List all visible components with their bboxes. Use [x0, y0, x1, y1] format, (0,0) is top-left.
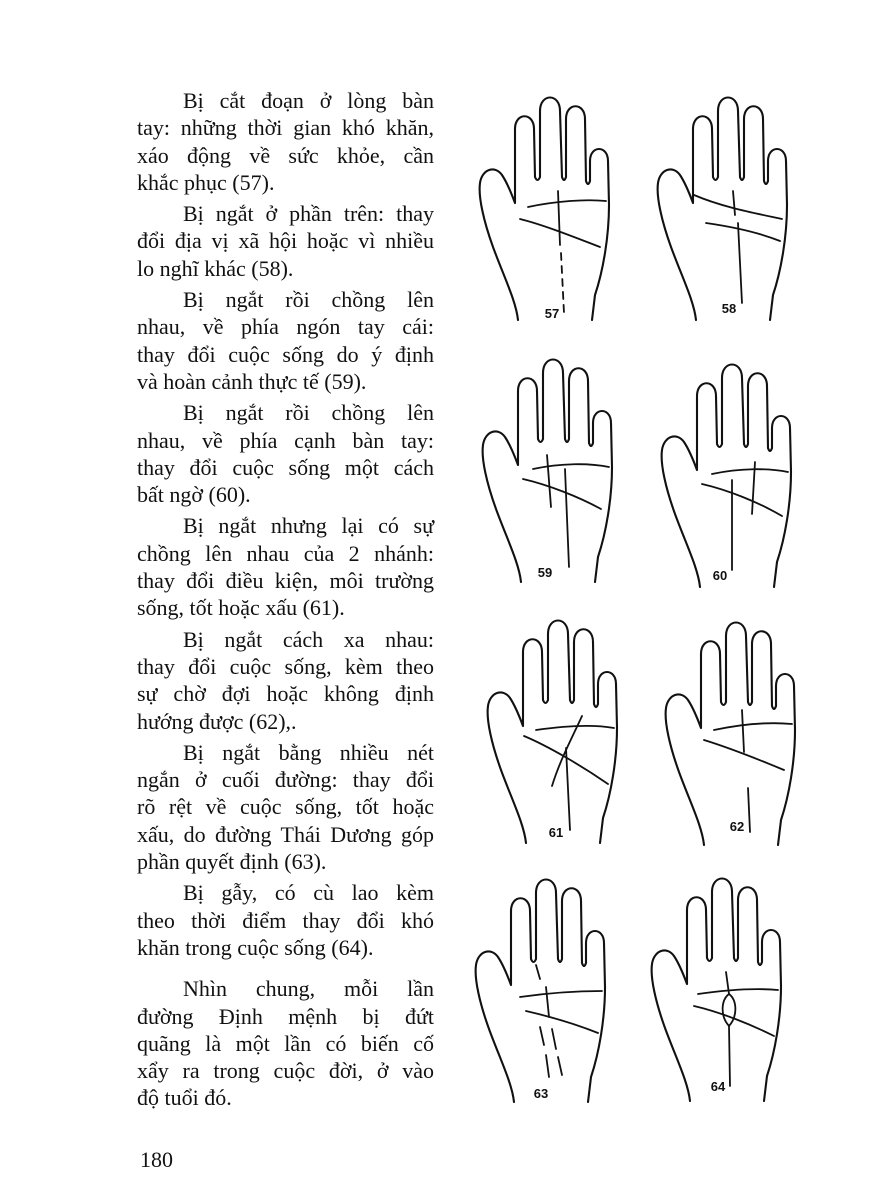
hand-outline: [662, 365, 791, 588]
text-line: rõ rệt về cuộc sống, tốt hoặc: [137, 794, 434, 820]
text-line: lo nghĩ khác (58).: [137, 255, 294, 281]
figure-label-62: 62: [729, 819, 745, 834]
text-line: Bị ngắt cách xa nhau:: [183, 626, 434, 652]
fate-line-broken: [561, 253, 564, 313]
palm-figures: [460, 80, 860, 1120]
text-column: [137, 87, 434, 1112]
sun-line-mark: [536, 965, 540, 979]
paragraph: [137, 975, 434, 1111]
heart-line: [533, 464, 609, 469]
paragraph: [137, 512, 434, 621]
fate-line-stroke: [546, 1055, 549, 1077]
figure-label-61: 61: [548, 825, 564, 840]
text-line: và hoàn cảnh thực tế (59).: [137, 368, 367, 394]
fate-line-stroke: [552, 1029, 556, 1049]
head-line: [523, 479, 601, 509]
heart-line: [528, 200, 606, 207]
text-line: khắc phục (57).: [137, 169, 275, 195]
heart-line: [520, 991, 602, 997]
text-line: phần quyết định (63).: [137, 849, 327, 875]
heart-line: [698, 989, 778, 994]
figure-label-58: 58: [721, 301, 737, 316]
text-line: quãng là một lần có biến cố: [137, 1030, 434, 1056]
text-line: Bị gẫy, có cù lao kèm: [183, 880, 434, 906]
text-line: xẩy ra trong cuộc đời, ở vào: [137, 1058, 434, 1084]
heart-line: [712, 469, 788, 474]
heart-line: [706, 223, 780, 241]
text-line: bất ngờ (60).: [137, 482, 251, 508]
text-line: sự chờ đợi hoặc không định: [137, 681, 434, 707]
text-line: Bị ngắt bằng nhiều nét: [183, 739, 434, 765]
paragraph: [137, 87, 434, 196]
hand-outline: [666, 623, 795, 846]
fate-line-lower: [729, 1026, 730, 1086]
fate-line-stroke: [558, 1057, 562, 1075]
hand-figure-59: [483, 360, 612, 583]
hand-figure-58: [658, 98, 787, 321]
text-line: đường Định mệnh bị đứt: [137, 1003, 434, 1029]
head-line: [526, 1011, 598, 1033]
fate-line-stroke: [540, 1027, 544, 1045]
hand-figure-57: [480, 98, 609, 321]
paragraph: [137, 200, 434, 282]
paragraph: [137, 399, 434, 508]
text-line: Bị ngắt nhưng lại có sự: [183, 513, 434, 539]
figure-label-57: 57: [544, 306, 560, 321]
head-line: [702, 484, 782, 516]
text-line: thay đổi cuộc sống do ý định: [137, 341, 434, 367]
fate-line-lower: [748, 788, 750, 832]
hand-outline: [483, 360, 612, 583]
text-line: thay đổi điều kiện, môi trường: [137, 568, 434, 594]
text-line: hướng được (62),.: [137, 708, 297, 734]
text-line: đổi địa vị xã hội hoặc vì nhiều: [137, 228, 434, 254]
paragraph: [137, 286, 434, 395]
text-line: khăn trong cuộc sống (64).: [137, 934, 374, 960]
hand-figure-60: [662, 365, 791, 588]
hand-outline: [480, 98, 609, 321]
text-line: xấu, do đường Thái Dương góp: [137, 821, 434, 847]
head-line: [694, 195, 782, 219]
figure-label-63: 63: [533, 1086, 549, 1101]
paragraph: [137, 626, 434, 735]
text-line: Bị cắt đoạn ở lòng bàn: [183, 88, 434, 113]
fate-line-lower: [738, 223, 742, 303]
fate-line: [546, 987, 549, 1017]
hand-figure-61: [488, 621, 617, 844]
heart-line: [714, 723, 792, 730]
text-line: Bị ngắt rồi chồng lên: [183, 287, 434, 313]
fate-line-island: [723, 994, 736, 1026]
fate-line-lower: [565, 469, 569, 567]
fate-line-upper: [547, 455, 551, 507]
hand-figure-63: [476, 880, 605, 1103]
hand-outline: [488, 621, 617, 844]
fate-line-lower: [566, 748, 570, 830]
hand-figure-64: [652, 879, 781, 1102]
text-line: sống, tốt hoặc xấu (61).: [137, 595, 345, 621]
figure-label-59: 59: [537, 565, 553, 580]
text-line: nhau, về phía cạnh bàn tay:: [137, 427, 434, 453]
text-line: nhau, về phía ngón tay cái:: [137, 314, 434, 340]
text-line: Bị ngắt ở phần trên: thay: [183, 201, 434, 227]
text-line: theo thời điểm thay đổi khó: [137, 907, 434, 933]
hand-figure-62: [666, 623, 795, 846]
figure-label-64: 64: [710, 1079, 726, 1094]
figure-label-60: 60: [712, 568, 728, 583]
text-line: Bị ngắt rồi chồng lên: [183, 400, 434, 426]
text-line: chồng lên nhau của 2 nhánh:: [137, 540, 434, 566]
page-number: 180: [140, 1147, 173, 1172]
text-line: thay đổi cuộc sống, kèm theo: [137, 653, 434, 679]
paragraph: [137, 879, 434, 961]
text-line: thay đổi cuộc sống một cách: [137, 454, 434, 480]
text-line: Nhìn chung, mỗi lần: [183, 976, 434, 1002]
text-line: xáo động về sức khỏe, cần: [137, 142, 434, 168]
text-line: tay: những thời gian khó khăn,: [137, 115, 434, 141]
paragraph: [137, 739, 434, 875]
fate-line-upper: [733, 191, 735, 215]
text-line: ngắn ở cuối đường: thay đổi: [137, 767, 434, 793]
fate-line: [558, 191, 560, 245]
hand-outline: [658, 98, 787, 321]
text-line: độ tuổi đó.: [137, 1085, 232, 1111]
fate-line-upper: [742, 710, 744, 752]
head-line: [694, 1006, 774, 1036]
